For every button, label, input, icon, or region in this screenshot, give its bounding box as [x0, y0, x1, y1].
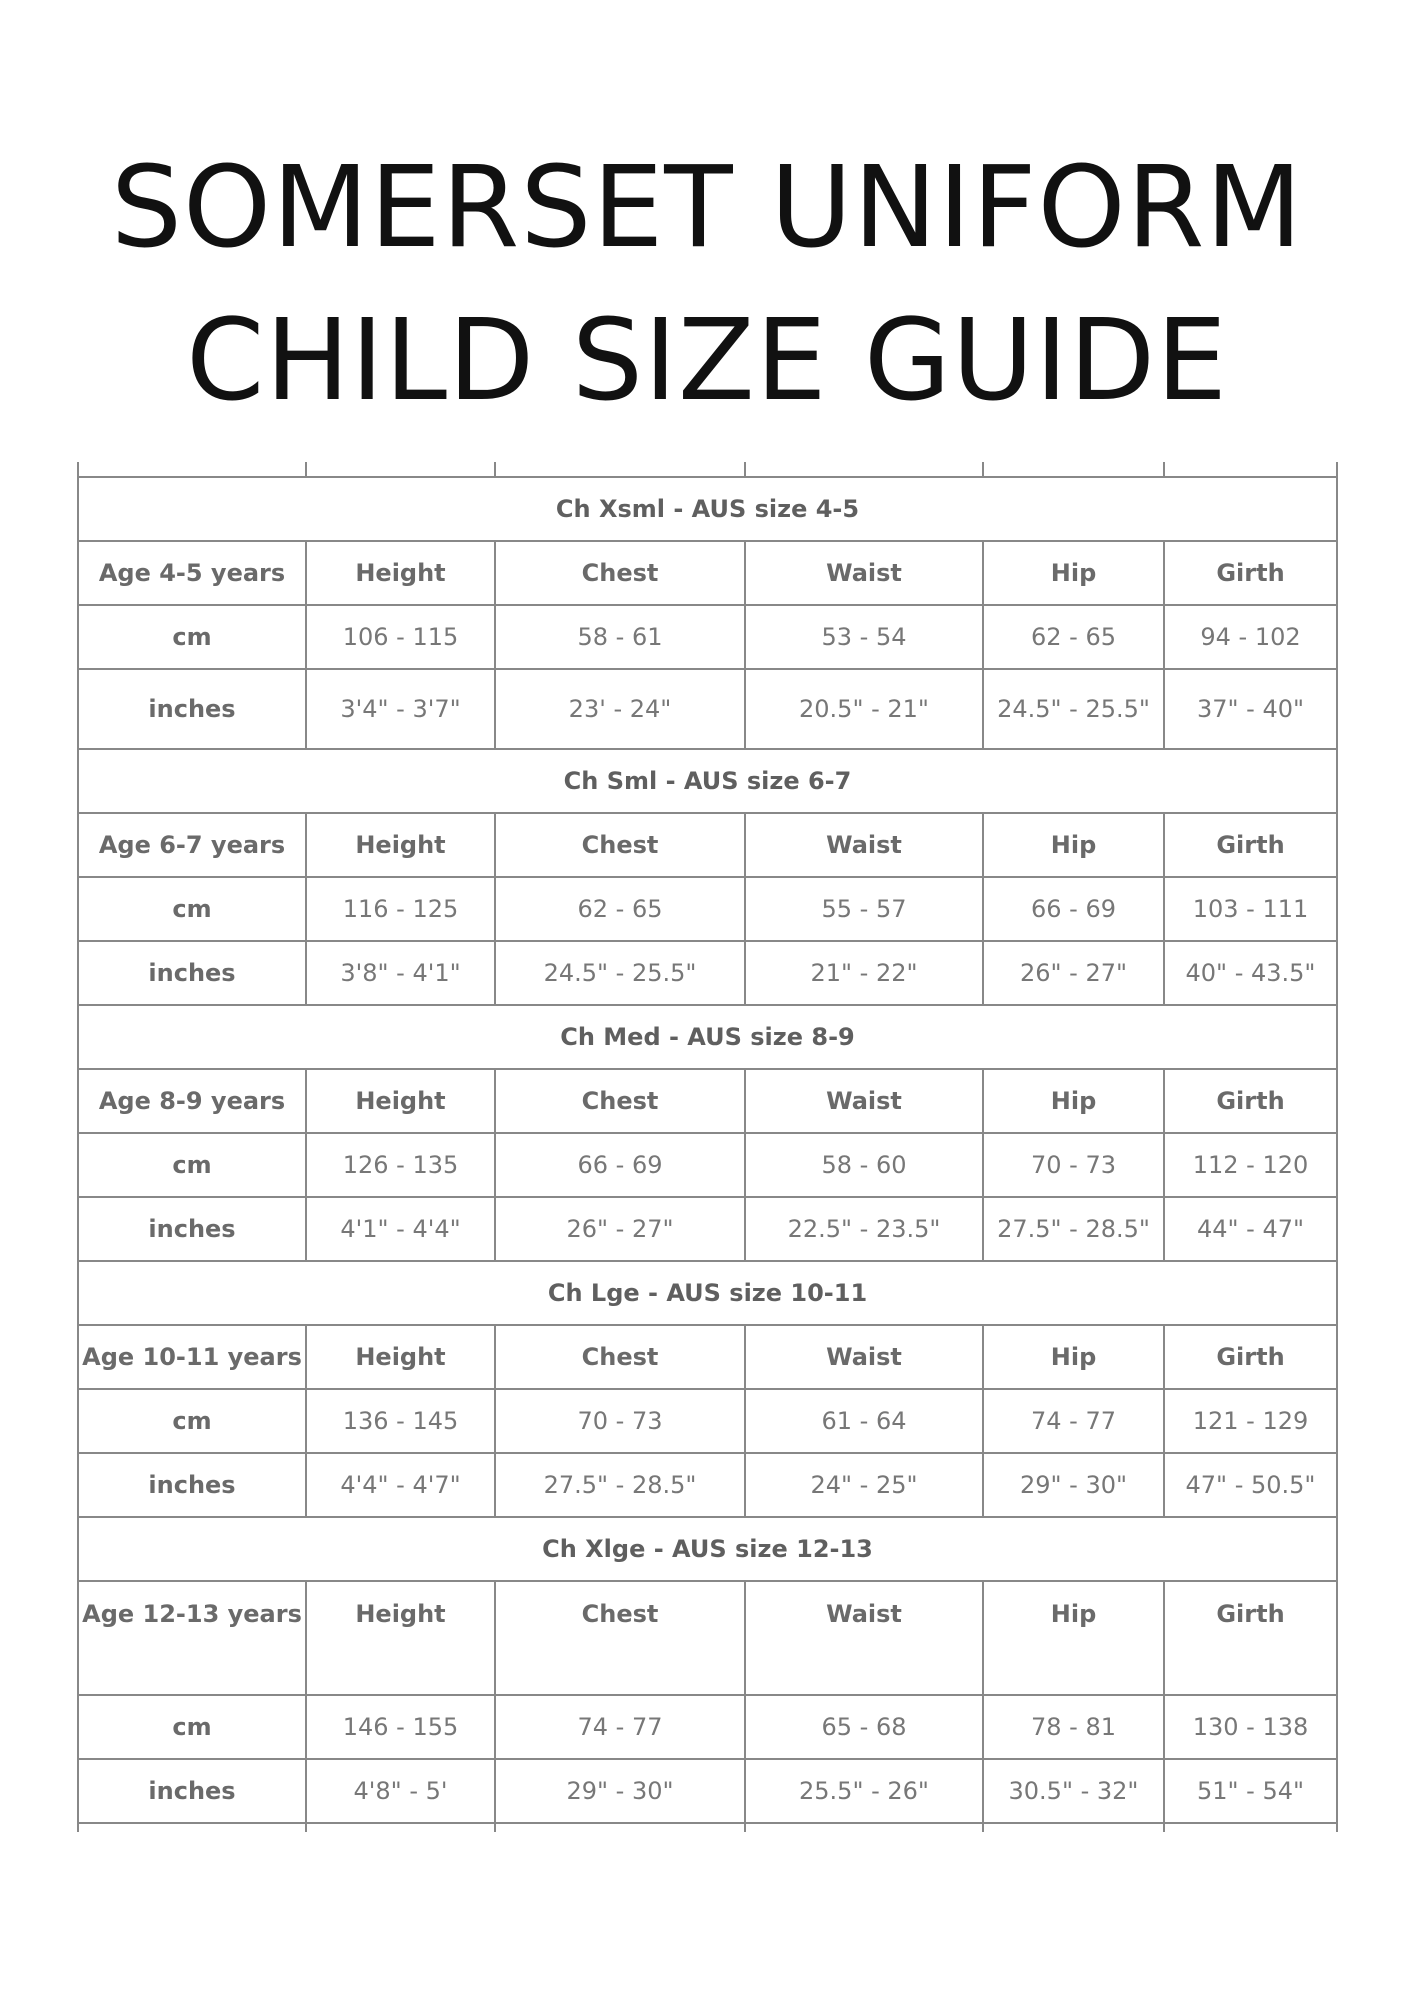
table-row-cm [78, 877, 1337, 941]
column-header-waist: Waist [745, 1069, 983, 1133]
cell-inches-height: 4'4" - 4'7" [306, 1453, 495, 1517]
cell-inches-hip: 26" - 27" [983, 941, 1164, 1005]
size-group-title-row [78, 1261, 1337, 1325]
cell-inches-chest: 29" - 30" [495, 1759, 745, 1823]
cell-cm-girth: 103 - 111 [1164, 877, 1337, 941]
cell-inches-hip: 24.5" - 25.5" [983, 669, 1164, 749]
column-header-chest: Chest [495, 1581, 745, 1695]
cell-cm-girth: 130 - 138 [1164, 1695, 1337, 1759]
size-guide-body [78, 462, 1337, 1832]
table-row-cm [78, 1133, 1337, 1197]
column-header-chest: Chest [495, 1325, 745, 1389]
table-row-cm [78, 1389, 1337, 1453]
column-header-hip: Hip [983, 541, 1164, 605]
cell-inches-height: 4'1" - 4'4" [306, 1197, 495, 1261]
unit-label-cm: cm [78, 1389, 306, 1453]
size-group-title: Ch Xsml - AUS size 4-5 [78, 477, 1337, 541]
column-header-girth: Girth [1164, 813, 1337, 877]
column-header-chest: Chest [495, 541, 745, 605]
cell-cm-hip: 70 - 73 [983, 1133, 1164, 1197]
cell-inches-waist: 20.5" - 21" [745, 669, 983, 749]
cell-cm-hip: 66 - 69 [983, 877, 1164, 941]
cell-cm-waist: 53 - 54 [745, 605, 983, 669]
cell-cm-hip: 62 - 65 [983, 605, 1164, 669]
table-row-inches [78, 1197, 1337, 1261]
table-row-cm [78, 605, 1337, 669]
cell-inches-waist: 25.5" - 26" [745, 1759, 983, 1823]
table-row-cm [78, 1695, 1337, 1759]
cell-inches-height: 4'8" - 5' [306, 1759, 495, 1823]
cell-cm-girth: 94 - 102 [1164, 605, 1337, 669]
unit-label-cm: cm [78, 605, 306, 669]
cell-cm-chest: 58 - 61 [495, 605, 745, 669]
table-row-inches [78, 1759, 1337, 1823]
column-header-height: Height [306, 1325, 495, 1389]
size-group-header-row [78, 813, 1337, 877]
size-group-header-row [78, 541, 1337, 605]
cell-inches-girth: 51" - 54" [1164, 1759, 1337, 1823]
cell-cm-waist: 58 - 60 [745, 1133, 983, 1197]
cell-cm-hip: 74 - 77 [983, 1389, 1164, 1453]
column-header-height: Height [306, 1581, 495, 1695]
size-group-title-row [78, 1005, 1337, 1069]
size-group-title-row [78, 477, 1337, 541]
cell-cm-hip: 78 - 81 [983, 1695, 1164, 1759]
cell-inches-waist: 22.5" - 23.5" [745, 1197, 983, 1261]
cell-inches-hip: 29" - 30" [983, 1453, 1164, 1517]
column-header-girth: Girth [1164, 1325, 1337, 1389]
size-group-header-row [78, 1325, 1337, 1389]
column-header-hip: Hip [983, 1581, 1164, 1695]
cell-inches-chest: 26" - 27" [495, 1197, 745, 1261]
column-header-height: Height [306, 813, 495, 877]
table-row-inches [78, 1453, 1337, 1517]
cell-inches-girth: 44" - 47" [1164, 1197, 1337, 1261]
column-header-waist: Waist [745, 1325, 983, 1389]
cell-inches-chest: 24.5" - 25.5" [495, 941, 745, 1005]
size-guide-table [77, 462, 1336, 1832]
title-line-2: CHILD SIZE GUIDE [186, 296, 1228, 426]
column-header-waist: Waist [745, 813, 983, 877]
title-line-1: SOMERSET UNIFORM [110, 143, 1304, 273]
age-range-label: Age 6-7 years [78, 813, 306, 877]
column-header-waist: Waist [745, 1581, 983, 1695]
unit-label-cm: cm [78, 877, 306, 941]
column-header-chest: Chest [495, 1069, 745, 1133]
column-header-girth: Girth [1164, 1581, 1337, 1695]
age-range-label: Age 12-13 years [78, 1581, 306, 1695]
column-header-hip: Hip [983, 1325, 1164, 1389]
cell-cm-chest: 66 - 69 [495, 1133, 745, 1197]
cell-inches-waist: 21" - 22" [745, 941, 983, 1005]
cell-inches-hip: 27.5" - 28.5" [983, 1197, 1164, 1261]
cell-cm-waist: 61 - 64 [745, 1389, 983, 1453]
cell-inches-girth: 40" - 43.5" [1164, 941, 1337, 1005]
table-row-inches [78, 669, 1337, 749]
cell-cm-girth: 121 - 129 [1164, 1389, 1337, 1453]
cell-cm-height: 126 - 135 [306, 1133, 495, 1197]
age-range-label: Age 8-9 years [78, 1069, 306, 1133]
size-group-title: Ch Xlge - AUS size 12-13 [78, 1517, 1337, 1581]
size-group-title: Ch Sml - AUS size 6-7 [78, 749, 1337, 813]
unit-label-inches: inches [78, 1453, 306, 1517]
unit-label-inches: inches [78, 1197, 306, 1261]
age-range-label: Age 4-5 years [78, 541, 306, 605]
cell-cm-girth: 112 - 120 [1164, 1133, 1337, 1197]
table-top-stub [78, 462, 1337, 477]
unit-label-inches: inches [78, 1759, 306, 1823]
age-range-label: Age 10-11 years [78, 1325, 306, 1389]
size-group-header-row [78, 1581, 1337, 1695]
size-group-header-row [78, 1069, 1337, 1133]
cell-cm-chest: 62 - 65 [495, 877, 745, 941]
cell-cm-height: 136 - 145 [306, 1389, 495, 1453]
column-header-hip: Hip [983, 813, 1164, 877]
cell-inches-chest: 27.5" - 28.5" [495, 1453, 745, 1517]
cell-cm-waist: 65 - 68 [745, 1695, 983, 1759]
table-row-inches [78, 941, 1337, 1005]
cell-inches-chest: 23' - 24" [495, 669, 745, 749]
size-group-title-row [78, 749, 1337, 813]
size-group-title-row [78, 1517, 1337, 1581]
unit-label-cm: cm [78, 1133, 306, 1197]
column-header-hip: Hip [983, 1069, 1164, 1133]
cell-cm-chest: 74 - 77 [495, 1695, 745, 1759]
column-header-height: Height [306, 541, 495, 605]
unit-label-inches: inches [78, 669, 306, 749]
cell-inches-height: 3'8" - 4'1" [306, 941, 495, 1005]
column-header-waist: Waist [745, 541, 983, 605]
cell-cm-chest: 70 - 73 [495, 1389, 745, 1453]
unit-label-inches: inches [78, 941, 306, 1005]
column-header-chest: Chest [495, 813, 745, 877]
cell-cm-height: 106 - 115 [306, 605, 495, 669]
size-group-title: Ch Lge - AUS size 10-11 [78, 1261, 1337, 1325]
column-header-girth: Girth [1164, 1069, 1337, 1133]
cell-cm-height: 146 - 155 [306, 1695, 495, 1759]
cell-inches-girth: 47" - 50.5" [1164, 1453, 1337, 1517]
table-bottom-stub [78, 1823, 1337, 1832]
cell-inches-height: 3'4" - 3'7" [306, 669, 495, 749]
size-group-title: Ch Med - AUS size 8-9 [78, 1005, 1337, 1069]
cell-inches-waist: 24" - 25" [745, 1453, 983, 1517]
column-header-girth: Girth [1164, 541, 1337, 605]
cell-inches-girth: 37" - 40" [1164, 669, 1337, 749]
cell-inches-hip: 30.5" - 32" [983, 1759, 1164, 1823]
cell-cm-waist: 55 - 57 [745, 877, 983, 941]
column-header-height: Height [306, 1069, 495, 1133]
cell-cm-height: 116 - 125 [306, 877, 495, 941]
unit-label-cm: cm [78, 1695, 306, 1759]
